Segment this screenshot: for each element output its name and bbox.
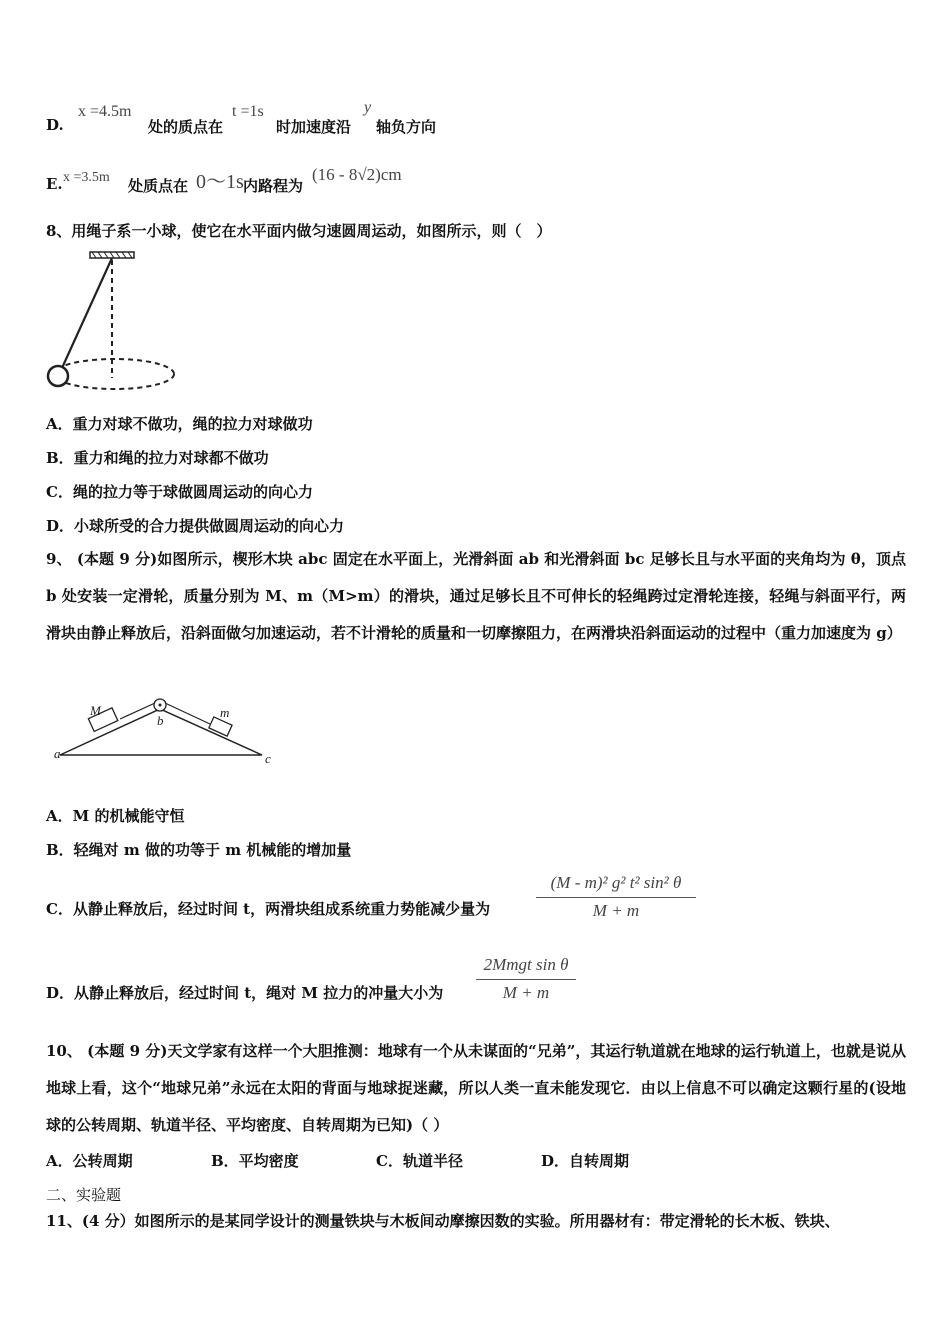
q8-option-b: B．重力和绳的拉力对球都不做功 [46, 449, 269, 467]
q7-d-y-var: y [364, 99, 372, 116]
q9-formula-c-num: (M - m)² g² t² sin² θ [550, 873, 682, 892]
rope-left [120, 703, 155, 719]
q9-option-a: A．M 的机械能守恒 [46, 807, 185, 825]
label-b: b [157, 713, 164, 728]
label-m: m [220, 705, 230, 720]
q7-e-label: E. [46, 175, 63, 193]
q9-option-d: D．从静止释放后，经过时间 t，绳对 M 拉力的冲量大小为 [46, 984, 444, 1002]
q10-option-c: C．轨道半径 [376, 1152, 463, 1170]
q9-formula-d [476, 955, 576, 1003]
label-a: a [54, 746, 61, 761]
q7-d-text3: 轴负方向 [376, 118, 437, 136]
q9-option-c: C．从静止释放后，经过时间 t，两滑块组成系统重力势能减少量为 [46, 900, 491, 918]
q7-d-label: D. [46, 116, 64, 134]
label-c: c [265, 751, 271, 766]
pendulum-figure [40, 248, 190, 398]
q10-option-d: D．自转周期 [541, 1152, 630, 1170]
q8-option-a: A．重力对球不做功，绳的拉力对球做功 [46, 415, 313, 433]
q10-stem: 10、 (本题 9 分)天文学家有这样一个大胆推测：地球有一个从未谋面的“兄弟”，其运行轨道就在地球的运行轨道上，也就是说从地球上看，这个“地球兄弟”永远在太阳的背面与地球捉迷藏，所以人类一直未能发现它．由以上信息不可以确定这颗行星的(设地球的公转周期、轨道半径、平均密度、自转周期为已知)（ ） [46, 1042, 906, 1134]
q7-e-text2: 内路程为 [243, 177, 304, 195]
q7-e-range: 0～1s [196, 171, 244, 193]
q9-stem: 9、 (本题 9 分)如图所示，楔形木块 abc 固定在水平面上，光滑斜面 ab 和光滑斜面 bc 足够长且与水平面的夹角均为 θ，顶点 b 处安装一定滑轮，质量分别为 M、m（M>m）的滑块，通过足够长且不可伸长的轻绳跨过定滑轮连接，轻绳与斜面平行，两滑块由静止释放后，沿斜面做匀加速运动，若不计滑轮的质量和一切摩擦阻力，在两滑块沿斜面运动的过程中（重力加速度为 g） [46, 550, 906, 642]
q9-option-b: B．轻绳对 m 做的功等于 m 机械能的增加量 [46, 841, 352, 859]
q7-e-x-expr: x =3.5m [63, 170, 110, 185]
label-M: M [90, 703, 101, 718]
q7-option-d [46, 99, 466, 143]
q9-formula-d-num: 2Mmgt sin θ [483, 955, 569, 974]
q7-d-text1: 处的质点在 [148, 118, 224, 136]
circular-path [54, 359, 174, 389]
q8-option-c: C．绳的拉力等于球做圆周运动的向心力 [46, 483, 313, 501]
q11-stem: 11、(4 分）如图所示的是某同学设计的测量铁块与木板间动摩擦因数的实验。所用器材有：带定滑轮的长木板、铁块、 [46, 1212, 840, 1230]
ball [48, 366, 68, 386]
section-title: 二、实验题 [46, 1186, 122, 1204]
q7-e-text1: 处质点在 [128, 177, 189, 195]
q7-d-text2: 时加速度沿 [276, 118, 352, 136]
q7-d-t-expr: t =1s [232, 103, 264, 120]
wedge-figure [50, 695, 290, 775]
q9-formula-c [536, 873, 696, 921]
rope [62, 258, 112, 368]
q7-option-e [46, 163, 466, 197]
q9-formula-d-den: M + m [502, 983, 550, 1002]
q10-option-a: A．公转周期 [46, 1152, 133, 1170]
q7-d-x-expr: x =4.5m [78, 103, 132, 120]
q10-option-b: B．平均密度 [211, 1152, 299, 1170]
q7-e-dist: (16 - 8√2)cm [312, 165, 402, 184]
q9-formula-c-den: M + m [592, 901, 640, 920]
q8-option-d: D．小球所受的合力提供做圆周运动的向心力 [46, 517, 345, 535]
q8-stem: 8、用绳子系一小球，使它在水平面内做匀速圆周运动，如图所示，则（ ） [46, 222, 552, 240]
